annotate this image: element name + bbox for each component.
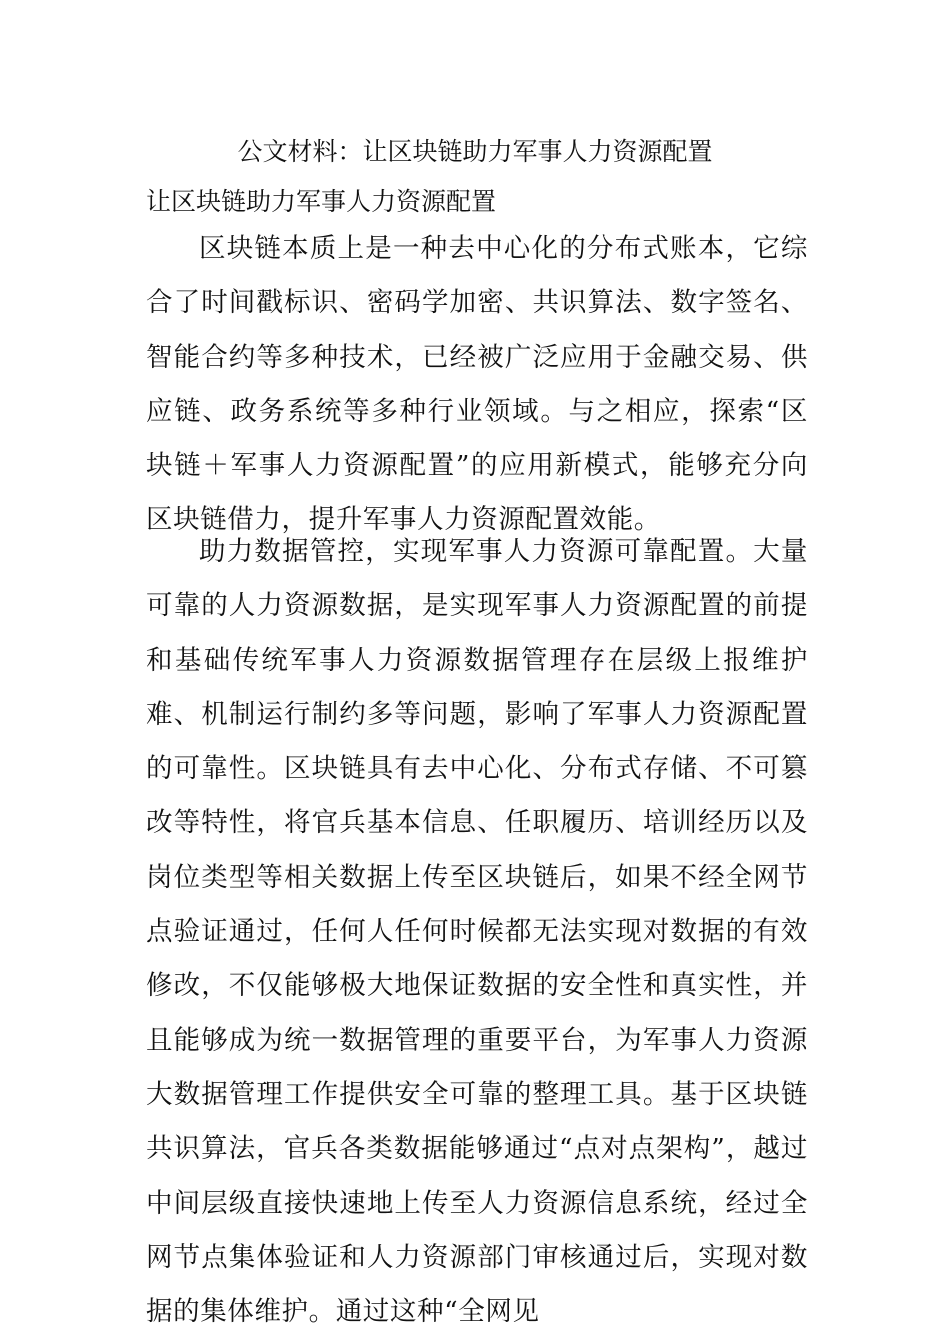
body-paragraph-1: 区块链本质上是一种去中心化的分布式账本，它综合了时间戳标识、密码学加密、共识算法、数字签名、智能合约等多种技术，已经被广泛应用于金融交易、供应链、政务系统等多种行业领域。与之相应，探索“区块链＋军事人力资源配置”的应用新模式，能够充分向区块链借力，提升军事人力资源配置效能。 bbox=[146, 233, 808, 536]
document-subtitle: 让区块链助力军事人力资源配置 bbox=[146, 187, 497, 216]
body-paragraph-2: 助力数据管控，实现军事人力资源可靠配置。大量可靠的人力资源数据，是实现军事人力资源配置的前提和基础传统军事人力资源数据管理存在层级上报维护难、机制运行制约多等问题，影响了军事人力资源配置的可靠性。区块链具有去中心化、分布式存储、不可篡改等特性，将官兵基本信息、任职履历、培训经历以及岗位类型等相关数据上传至区块链后，如果不经全网节点验证通过，任何人任何时候都无法实现对数据的有效修改，不仅能够极大地保证数据的安全性和真实性，并且能够成为统一数据管理的重要平台，为军事人力资源大数据管理工作提供安全可靠的整理工具。基于区块链共识算法，官兵各类数据能够通过“点对点架构”，越过中间层级直接快速地上传至人力资源信息系统，经过全网节点集体验证和人力资源部门审核通过后，实现对数据的集体维护。通过这种“全网见 bbox=[146, 536, 808, 1328]
document-title: 公文材料：让区块链助力军事人力资源配置 bbox=[237, 137, 713, 166]
